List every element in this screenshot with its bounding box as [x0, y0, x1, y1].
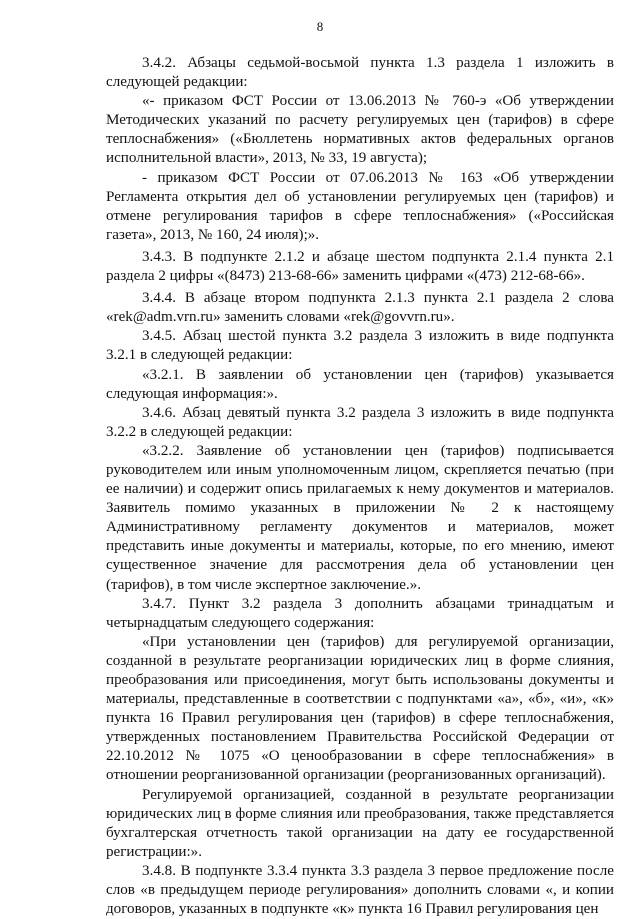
paragraph-3-4-8: 3.4.8. В подпункте 3.3.4 пункта 3.3 раздела 3 первое предложение после слов «в предыдущем периоде регулирования» дополнить словами «, и копии договоров, указанных в подпункте «к» пункта 16 Правил регулирования цен	[106, 862, 614, 918]
paragraph-quote-order-163: - приказом ФСТ России от 07.06.2013 № 163 «Об утверждении Регламента открытия дел об установлении регулируемых цен (тарифов) и отмене регулирования тарифов в сфере теплоснабжения» («Российская газета», 2013, № 160, 24 июля);».	[106, 169, 614, 243]
paragraph-3-4-5: 3.4.5. Абзац шестой пункта 3.2 раздела 3 изложить в виде подпункта 3.2.1 в следующей редакции:	[106, 328, 614, 364]
paragraph-3-4-7: 3.4.7. Пункт 3.2 раздела 3 дополнить абзацами тринадцатым и четырнадцатым следующего содержания:	[106, 595, 614, 631]
paragraph-3-2-1: «3.2.1. В заявлении об установлении цен (тарифов) указывается следующая информация:».	[106, 366, 614, 402]
paragraph-quote-order-760: «- приказом ФСТ России от 13.06.2013 № 760-э «Об утверждении Методических указаний по расчету регулируемых цен (тарифов) в сфере теплоснабжения» («Бюллетень нормативных актов федеральных органов исполнительной власти», 2013, № 33, 19 августа);	[106, 93, 614, 167]
paragraph-3-4-4: 3.4.4. В абзаце втором подпункта 2.1.3 пункта 2.1 раздела 2 слова «rek@adm.vrn.ru» заменить словами «rek@govvrn.ru».	[106, 290, 614, 326]
paragraph-3-4-6: 3.4.6. Абзац девятый пункта 3.2 раздела 3 изложить в виде подпункта 3.2.2 в следующей редакции:	[106, 404, 614, 440]
paragraph-3-4-2: 3.4.2. Абзацы седьмой-восьмой пункта 1.3 раздела 1 изложить в следующей редакции:	[106, 55, 614, 91]
paragraph-3-2-2: «3.2.2. Заявление об установлении цен (тарифов) подписывается руководителем или иным уполномоченным лицом, скрепляется печатью (при ее наличии) и содержит опись прилагаемых к нему документов и материалов. Заявитель помимо указанных в приложении № 2 к настоящему Административному регламенту документов и материалов, может представить иные документы и материалы, которые, по его мнению, имеют существенное значение для рассмотрения дела об установлении цен (тарифов), в том числе экспертное заключение.».	[106, 442, 614, 593]
document-body	[106, 54, 614, 919]
paragraph-3-4-3: 3.4.3. В подпункте 2.1.2 и абзаце шестом подпункта 2.1.4 пункта 2.1 раздела 2 цифры «(8473) 213-68-66» заменить цифрами «(473) 212-68-66».	[106, 248, 614, 285]
paragraph-regulated-organization: Регулируемой организацией, созданной в результате реорганизации юридических лиц в форме слияния или преобразования, также представляется бухгалтерская отчетность такой организации на дату ее государственной регистрации:».	[106, 786, 614, 860]
paragraph-reorganization: «При установлении цен (тарифов) для регулируемой организации, созданной в результате реорганизации юридических лиц в форме слияния, преобразования или присоединения, могут быть использованы документы и материалы, представленные в соответствии с подпунктами «а», «б», «и», «к» пункта 16 Правил регулирования цен (тарифов) в сфере теплоснабжения, утвержденных постановлением Правительства Российской Федерации от 22.10.2012 № 1075 «О ценообразовании в сфере теплоснабжения» в отношении реорганизованной организации (реорганизованных организаций).	[106, 633, 614, 784]
page-number: 8	[316, 19, 324, 34]
